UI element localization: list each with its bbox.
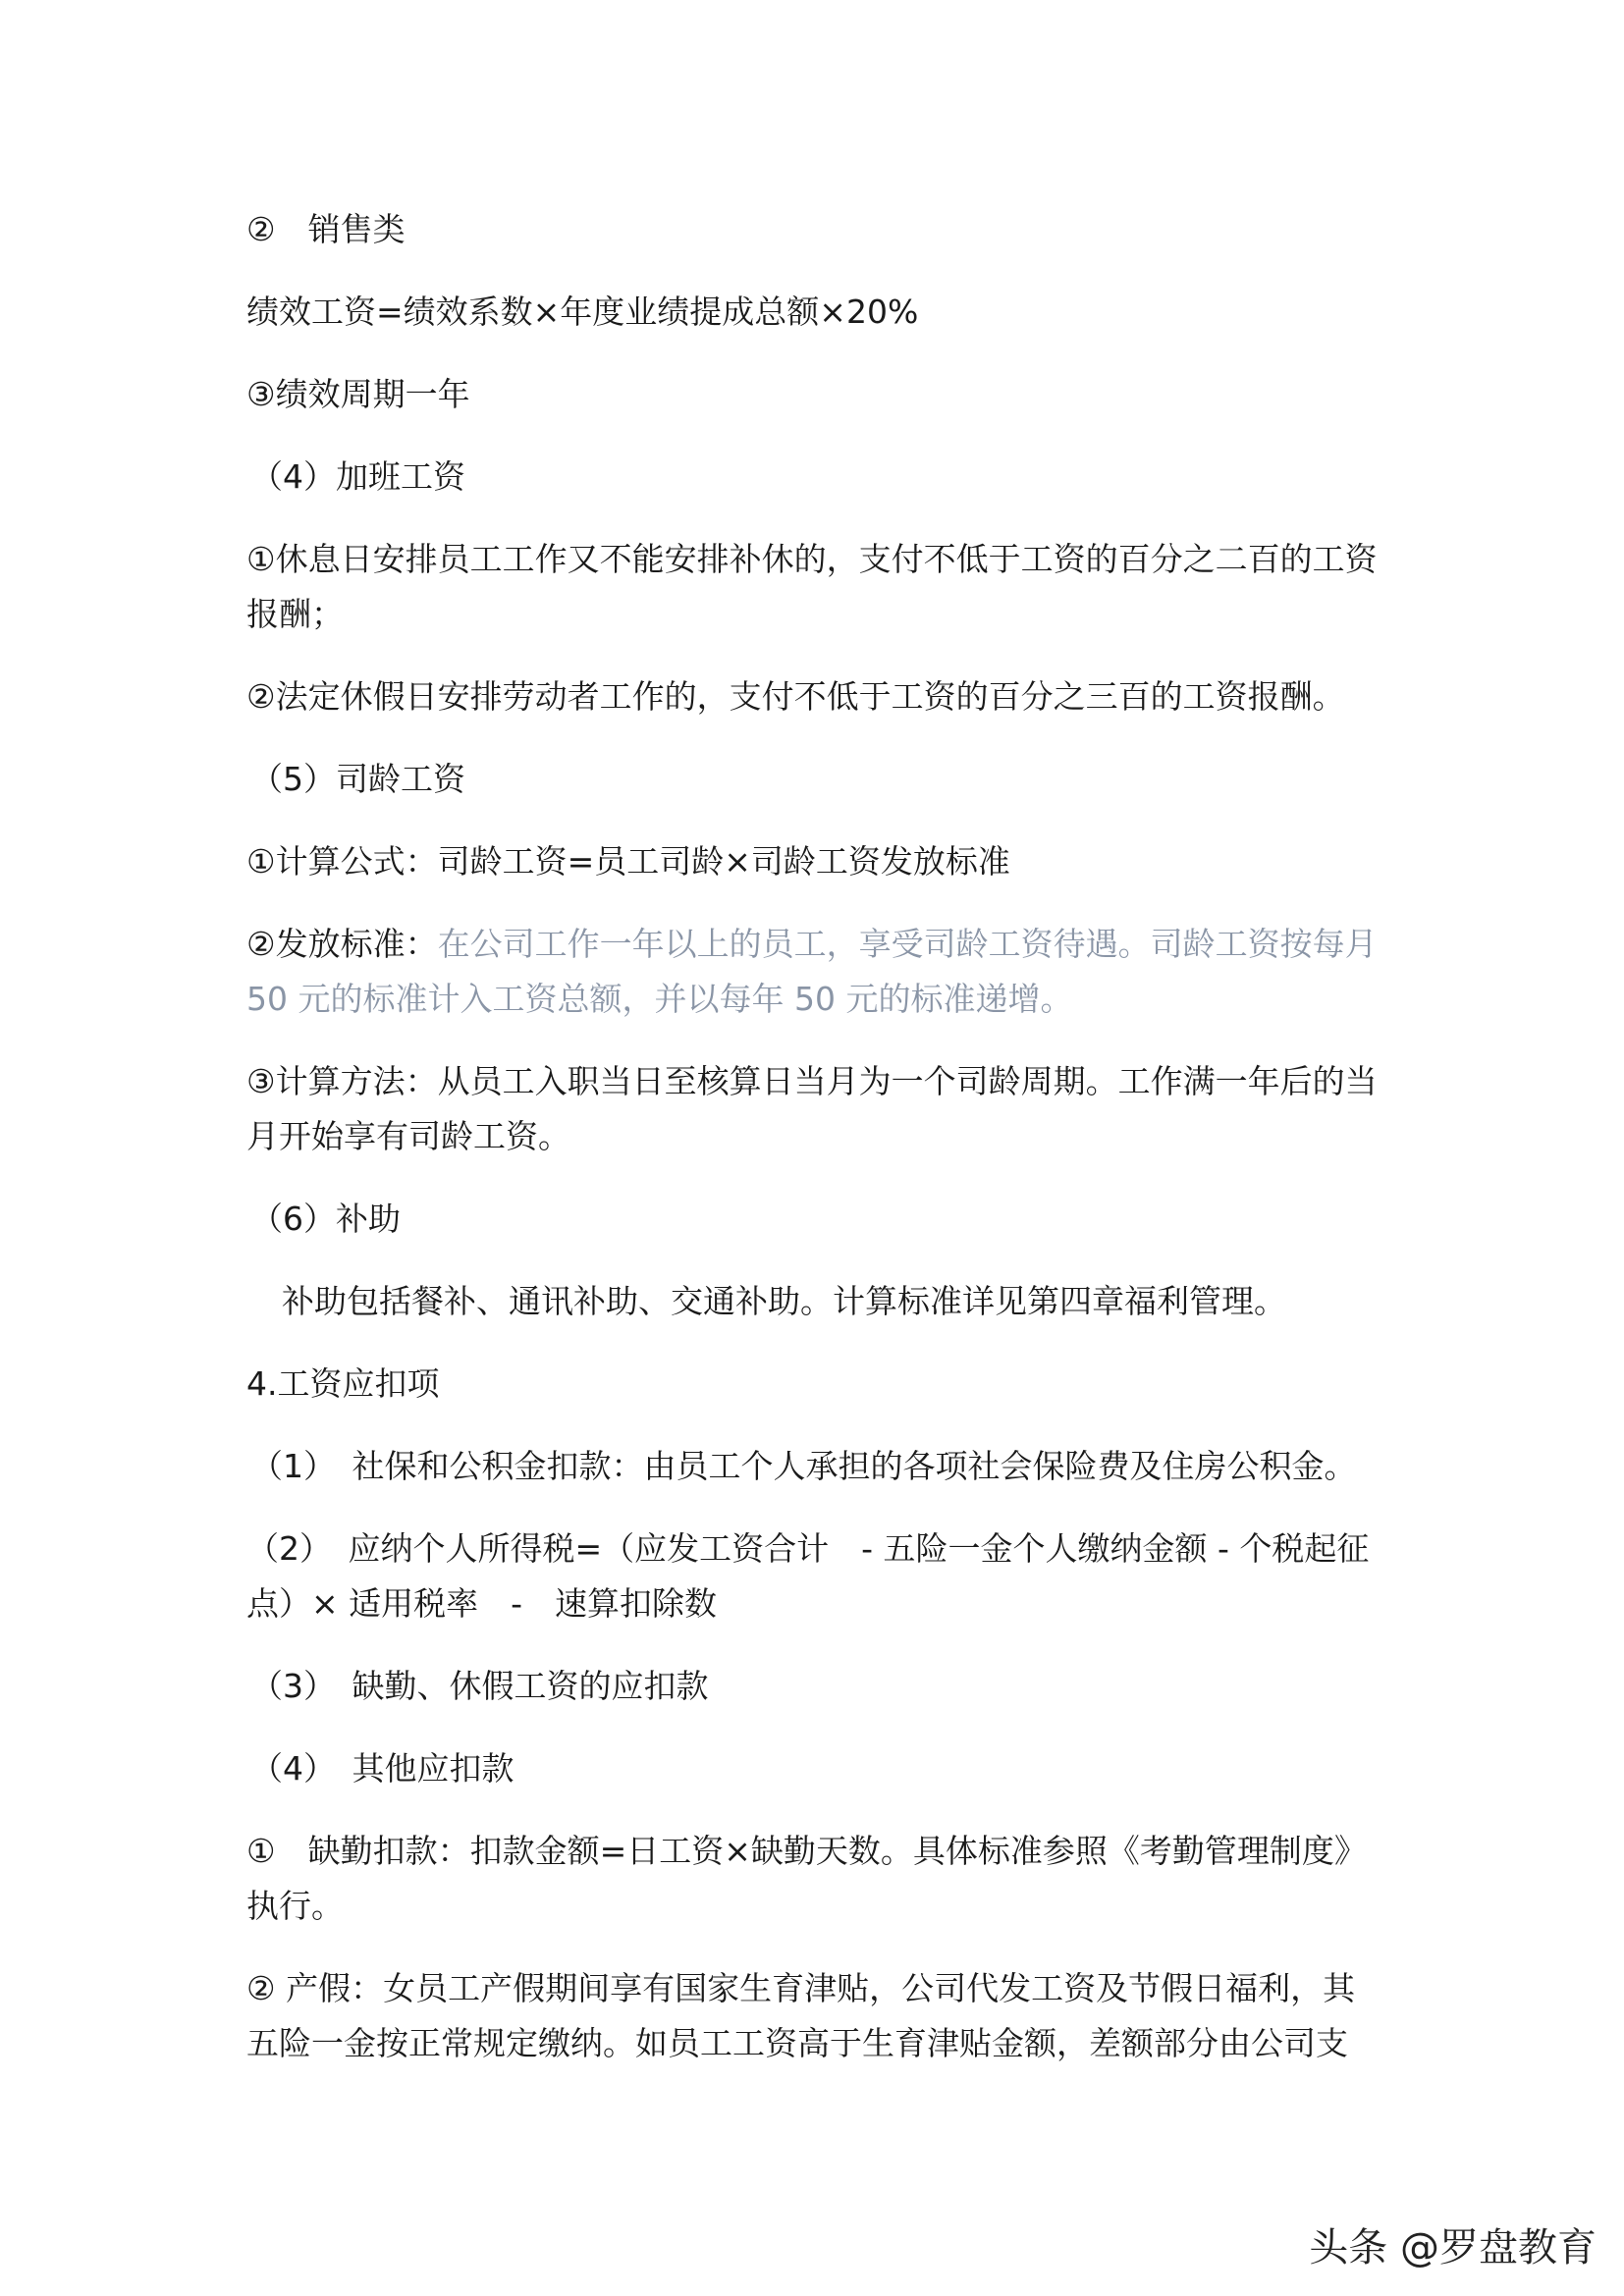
- paragraph-seniority-method: ③计算方法：从员工入职当日至核算日当月为一个司龄周期。工作满一年后的当月开始享有司龄工资。: [246, 1062, 1378, 1155]
- paragraph-performance-formula: 绩效工资=绩效系数×年度业绩提成总额×20%: [246, 293, 919, 331]
- paragraph-overtime-rest-day: ①休息日安排员工工作又不能安排补休的，支付不低于工资的百分之二百的工资报酬；: [246, 540, 1378, 633]
- paragraph-absence-deduction: ① 缺勤扣款：扣款金额=日工资×缺勤天数。具体标准参照《考勤管理制度》执行。: [246, 1832, 1367, 1925]
- paragraph-subsidy-heading: （6）补助: [250, 1200, 401, 1238]
- paragraph-deduction-social-insurance: （1） 社保和公积金扣款：由员工个人承担的各项社会保险费及住房公积金。: [250, 1447, 1357, 1485]
- paragraph-overtime-holiday: ②法定休假日安排劳动者工作的，支付不低于工资的百分之三百的工资报酬。: [246, 677, 1345, 716]
- paragraph-performance-period: ③绩效周期一年: [246, 375, 470, 413]
- watermark-logo: 头条 @罗盘教育: [1309, 2225, 1597, 2270]
- seniority-standard-text: 在公司工作一年以上的员工，享受司龄工资待遇。司龄工资按每月 50 元的标准计入工资总额，并以每年 50 元的标准递增。: [246, 925, 1378, 1018]
- paragraph-deductions-heading: 4.工资应扣项: [246, 1364, 440, 1403]
- paragraph-deduction-absence: （3） 缺勤、休假工资的应扣款: [250, 1667, 709, 1705]
- seniority-standard-label: ②发放标准：: [246, 925, 438, 963]
- paragraph-deduction-other: （4） 其他应扣款: [250, 1749, 514, 1788]
- paragraph-sales-heading: ② 销售类: [246, 210, 406, 248]
- paragraph-maternity-leave: ② 产假：女员工产假期间享有国家生育津贴，公司代发工资及节假日福利，其五险一金按正常规定缴纳。如员工工资高于生育津贴金额，差额部分由公司支: [246, 1969, 1356, 2062]
- paragraph-subsidy-detail: 补助包括餐补、通讯补助、交通补助。计算标准详见第四章福利管理。: [282, 1282, 1286, 1320]
- paragraph-seniority-heading: （5）司龄工资: [250, 760, 465, 798]
- paragraph-seniority-formula: ①计算公式：司龄工资=员工司龄×司龄工资发放标准: [246, 842, 1010, 881]
- paragraph-deduction-income-tax: （2） 应纳个人所得税=（应发工资合计 - 五险一金个人缴纳金额 - 个税起征点）× 适用税率 - 速算扣除数: [246, 1529, 1370, 1623]
- paragraph-overtime-heading: （4）加班工资: [250, 457, 465, 496]
- paragraph-seniority-standard: [246, 917, 1385, 1027]
